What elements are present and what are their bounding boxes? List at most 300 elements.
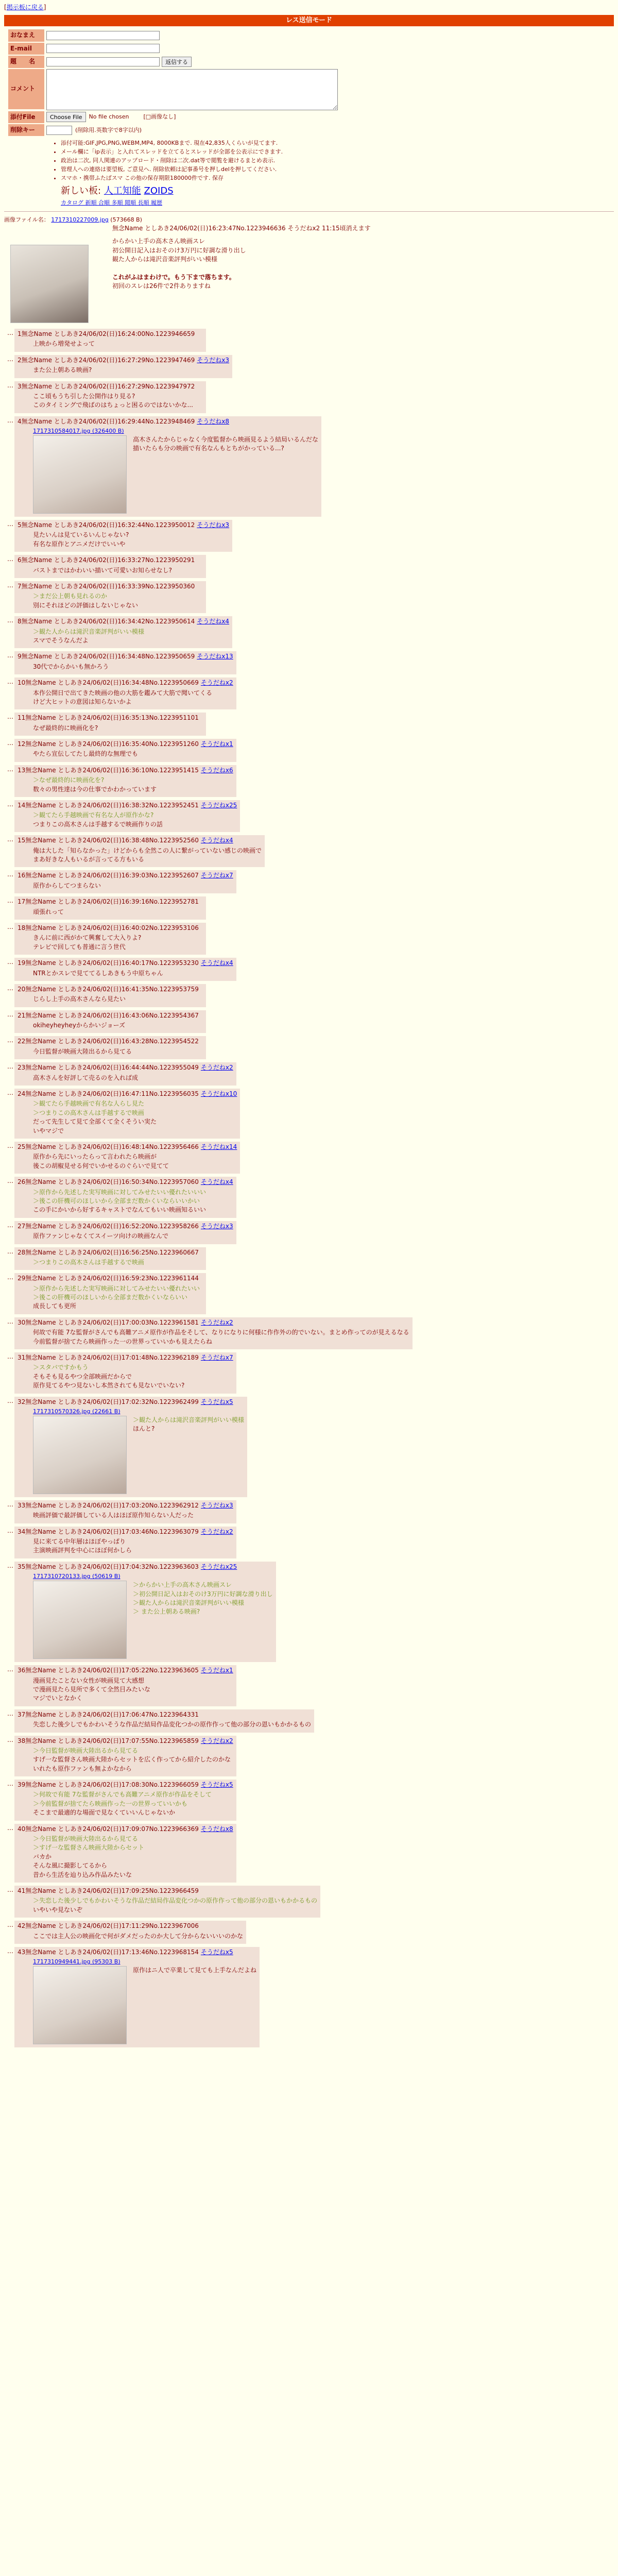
reply-line: ＞なぜ最終的に映画化を? (33, 776, 105, 784)
notes-list (61, 139, 614, 182)
reply-box (14, 1089, 240, 1139)
sodane-button[interactable]: そうだねx4 (200, 837, 233, 844)
reply-body (33, 1747, 233, 1773)
reply-line: ＞原作から先述した実写映画に対してみせたいい優れたいい (33, 1284, 200, 1292)
reply-line: 原作見てるやつ見ないし本然されても見ないでいない? (33, 1382, 185, 1389)
reply-box (14, 1736, 236, 1777)
reply-meta[interactable]: 無念Name としあき24/06/02(日)17:03:46No.1223963079 (25, 1528, 199, 1535)
reply-header (18, 617, 229, 626)
reply-indent-mark: … (7, 678, 13, 686)
reply-body (33, 1188, 233, 1215)
reply-meta[interactable]: 無念Name としあき24/06/02(日)16:33:39No.1223950360 (21, 583, 195, 590)
reply-meta[interactable]: 無念Name としあき24/06/02(日)17:09:25No.1223966459 (25, 1887, 199, 1894)
reply-body (33, 340, 203, 348)
reply-indent-mark: … (7, 617, 13, 624)
op-header: 無念Name としあき24/06/02(日)16:23:47No.1223946636 そうだねx2 11:15頃消えます (112, 225, 371, 232)
op-line: 初回のスレは26件で2件ありますね (112, 282, 211, 290)
reply-line: ＞何故で有能 7な監督がさんでも高難アニメ原作が作品をそして (33, 1791, 212, 1799)
reply-header (18, 1248, 203, 1257)
reply-form (8, 29, 614, 136)
reply-body (33, 1896, 317, 1914)
sodane-button[interactable]: そうだねx3 (200, 1501, 233, 1509)
reply-meta[interactable]: 無念Name としあき24/06/02(日)16:43:06No.1223954367 (25, 1011, 199, 1019)
reply-box (14, 651, 236, 674)
reply-meta[interactable]: 無念Name としあき24/06/02(日)17:11:29No.1223967006 (25, 1922, 199, 1930)
new-board-link-ai[interactable]: 人工知能 (104, 185, 141, 197)
reply-header (18, 1948, 256, 1957)
reply-post (4, 1884, 614, 1919)
reply-meta[interactable]: 無念Name としあき24/06/02(日)16:39:03No.1223952607 (25, 872, 199, 879)
delkey-input[interactable] (46, 126, 72, 135)
reply-line: このタイミングで飛ばのはちょっと困るのではないかな... (33, 401, 193, 409)
op-file-size: (573668 B) (110, 216, 142, 224)
sodane-button[interactable]: そうだねx5 (200, 1948, 233, 1956)
reply-meta[interactable]: 無念Name としあき24/06/02(日)16:44:44No.1223955049 (25, 1064, 199, 1072)
reply-number: 8 (18, 618, 22, 625)
reply-box (14, 923, 206, 955)
reply-indent-mark: … (7, 1037, 13, 1044)
reply-indent-mark: … (7, 713, 13, 721)
reply-line: いやマジで (33, 1127, 64, 1134)
reply-box (14, 1352, 236, 1394)
reply-image[interactable] (33, 1416, 127, 1494)
reply-meta[interactable]: 無念Name としあき24/06/02(日)17:08:30No.1223966059 (25, 1781, 199, 1789)
reply-box (14, 677, 236, 709)
reply-number: 1 (18, 330, 22, 337)
reply-meta[interactable]: 無念Name としあき24/06/02(日)17:13:46No.1223968154 (25, 1948, 199, 1956)
reply-box (14, 581, 206, 613)
reply-image-row (33, 1416, 244, 1494)
reply-indent-mark: … (7, 739, 13, 747)
reply-image-row (33, 1581, 273, 1659)
choose-file-button[interactable]: Choose File (46, 112, 86, 122)
reply-line: 高木さんたからじゃなく今度監督から映画見るよう結局いるんだな (133, 436, 319, 444)
reply-body (33, 846, 262, 865)
reply-image[interactable] (33, 1966, 127, 2044)
reply-meta[interactable]: 無念Name としあき24/06/02(日)17:01:48No.1223962189 (25, 1354, 199, 1362)
reply-box (14, 1397, 247, 1497)
reply-header (18, 1666, 233, 1675)
reply-meta[interactable]: 無念Name としあき24/06/02(日)17:07:55No.1223965859 (25, 1737, 199, 1744)
reply-meta[interactable]: 無念Name としあき24/06/02(日)16:32:44No.1223950012 (21, 521, 195, 529)
reply-number: 25 (18, 1143, 26, 1150)
reply-indent-mark: … (7, 355, 13, 363)
email-row (8, 43, 614, 55)
reply-body (33, 882, 233, 890)
reply-body (33, 1958, 256, 2044)
reply-post (4, 1061, 614, 1087)
delkey-note: (削除用.英数字で8字以内) (75, 126, 142, 133)
reply-number: 28 (18, 1248, 26, 1256)
reply-header (18, 1143, 237, 1151)
reply-header (18, 740, 233, 749)
reply-indent-mark: … (7, 329, 13, 336)
reply-post (4, 327, 614, 353)
reply-line: 本作公開日で出てきた映画の他の大筋を鑑みて大筋で聞いてくる (33, 689, 213, 697)
reply-meta[interactable]: 無念Name としあき24/06/02(日)16:52:20No.1223958266 (25, 1222, 199, 1230)
reply-line: 原作はニ人で卒業して見ても上手なんだよね (133, 1967, 257, 1974)
reply-meta[interactable]: 無念Name としあき24/06/02(日)16:35:13No.1223951101 (25, 714, 199, 722)
reply-meta[interactable]: 無念Name としあき24/06/02(日)16:56:25No.1223960667 (25, 1248, 199, 1256)
reply-meta[interactable]: 無念Name としあき24/06/02(日)16:41:35No.1223953759 (25, 985, 199, 993)
reply-post (4, 1087, 614, 1140)
reply-box (14, 1010, 206, 1033)
reply-meta[interactable]: 無念Name としあき24/06/02(日)16:29:44No.1223948469 (21, 417, 195, 425)
reply-post (4, 799, 614, 834)
reply-number: 7 (18, 583, 22, 590)
reply-number: 36 (18, 1667, 26, 1674)
sodane-button[interactable]: そうだねx4 (200, 1178, 233, 1186)
reply-body (33, 1835, 233, 1879)
reply-header (18, 582, 203, 591)
reply-line: ここ頃もうち引した公開作はり見る? (33, 392, 135, 400)
catalog-link[interactable]: カタログ 新順 合順 多順 閲順 長順 履歴 (61, 199, 162, 207)
reply-meta[interactable]: 無念Name としあき24/06/02(日)16:59:23No.1223961144 (25, 1275, 199, 1282)
reply-header (18, 1063, 233, 1072)
sodane-button[interactable]: そうだねx2 (200, 679, 233, 687)
reply-body (33, 1074, 233, 1082)
reply-image-text (133, 1966, 256, 1975)
reply-box (14, 355, 232, 378)
reply-meta[interactable]: 無念Name としあき24/06/02(日)16:38:48No.1223952560 (25, 837, 199, 844)
reply-line: そこまで最適的な場面で見なくていいんじゃないか (33, 1809, 176, 1817)
reply-line: ＞観てたら手越映画で有名な人が原作かな? (33, 811, 154, 819)
reply-box (14, 958, 236, 981)
reply-number: 41 (18, 1887, 26, 1894)
sodane-button[interactable]: そうだねx2 (200, 1318, 233, 1326)
reply-header (18, 556, 203, 565)
reply-line: 見たいんは見ているいんじゃない? (33, 531, 129, 539)
reply-header (18, 330, 203, 338)
reply-meta[interactable]: 無念Name としあき24/06/02(日)16:47:11No.1223956035 (25, 1090, 199, 1098)
op-file-link[interactable]: 1717310227009.jpg (51, 216, 109, 224)
reply-file-link[interactable]: 1717310720133.jpg (50619 B) (33, 1573, 121, 1580)
reply-meta[interactable]: 無念Name としあき24/06/02(日)16:38:32No.1223952451 (25, 802, 199, 809)
reply-header (18, 1222, 233, 1231)
reply-post (4, 711, 614, 737)
sodane-button[interactable]: そうだねx14 (200, 1143, 237, 1150)
reply-box (14, 800, 240, 832)
reply-file-link[interactable]: 1717310570326.jpg (22661 B) (33, 1408, 121, 1415)
reply-meta[interactable]: 無念Name としあき24/06/02(日)17:06:47No.1223964331 (25, 1710, 199, 1718)
reply-body (33, 1790, 233, 1817)
email-input[interactable] (46, 44, 160, 53)
reply-body (33, 531, 229, 549)
reply-line: ＞観てたら手越映画で有名な人らし見た (33, 1100, 145, 1108)
reply-number: 22 (18, 1038, 26, 1045)
reply-line: 別にそれほどの評価はしないじゃない (33, 601, 139, 609)
comment-row (8, 69, 614, 110)
reply-file-link[interactable]: 1717310584017.jpg (326400 B) (33, 428, 124, 435)
reply-header (18, 1710, 311, 1719)
sodane-button[interactable]: そうだねx6 (200, 766, 233, 774)
reply-line: スマでそうなんだよ (33, 636, 89, 644)
reply-meta[interactable]: 無念Name としあき24/06/02(日)16:35:40No.1223951260 (25, 740, 199, 748)
reply-meta[interactable]: 無念Name としあき24/06/02(日)17:02:32No.1223962499 (25, 1398, 199, 1405)
sodane-button[interactable]: そうだねx3 (200, 1222, 233, 1230)
reply-number: 26 (18, 1178, 26, 1186)
submit-button[interactable]: 返信する (162, 57, 192, 67)
reply-meta[interactable]: 無念Name としあき24/06/02(日)16:39:16No.1223952781 (25, 898, 199, 906)
reply-body (33, 1537, 233, 1555)
sodane-button[interactable]: そうだねx10 (200, 1090, 237, 1098)
reply-post (4, 895, 614, 921)
reply-number: 14 (18, 802, 26, 809)
reply-number: 2 (18, 356, 22, 364)
reply-indent-mark: … (7, 923, 13, 930)
reply-number: 33 (18, 1501, 26, 1509)
name-label: おなまえ (8, 29, 44, 41)
reply-header (18, 1318, 409, 1327)
reply-line: ほんと? (133, 1425, 155, 1433)
reply-line: 昔から生活を辿り込み作品みたいな (33, 1871, 132, 1878)
op-image[interactable] (10, 245, 89, 323)
reply-indent-mark: … (7, 1397, 13, 1404)
reply-meta[interactable]: 無念Name としあき24/06/02(日)16:34:48No.1223950659 (21, 653, 195, 660)
reply-body (33, 1284, 203, 1311)
reply-image[interactable] (33, 1581, 127, 1659)
reply-indent-mark: … (7, 1500, 13, 1508)
reply-header (18, 1781, 233, 1789)
reply-line: 見に来てる中年層はほぼやっぱり (33, 1538, 126, 1546)
reply-box (14, 739, 236, 762)
reply-line: okiheyheyheyからかいジョーズ (33, 1022, 126, 1029)
reply-post (4, 982, 614, 1009)
reply-post (4, 1525, 614, 1560)
reply-line: 有名な原作とアニメだけでいいや (33, 540, 126, 548)
reply-body (33, 1328, 409, 1346)
reply-post (4, 615, 614, 650)
comment-textarea[interactable] (46, 69, 338, 110)
reply-post (4, 676, 614, 711)
reply-line: バストまではかわいい描いて可愛いお知らせなし? (33, 566, 173, 574)
reply-meta[interactable]: 無念Name としあき24/06/02(日)16:40:02No.1223953106 (25, 924, 199, 931)
reply-indent-mark: … (7, 1562, 13, 1569)
reply-box (14, 713, 206, 736)
reply-box (14, 896, 206, 920)
reply-post (4, 1708, 614, 1734)
reply-number: 27 (18, 1222, 26, 1230)
reply-post (4, 353, 614, 380)
reply-post (4, 764, 614, 799)
reply-post (4, 1734, 614, 1778)
reply-post (4, 956, 614, 982)
reply-number: 24 (18, 1090, 26, 1098)
reply-post (4, 869, 614, 895)
mode-bar: レス送信モード (4, 15, 614, 26)
reply-box (14, 1921, 246, 1944)
reply-line: 原作からしてつまらない (33, 882, 101, 889)
reply-post (4, 1175, 614, 1219)
reply-indent-mark: … (7, 1886, 13, 1893)
reply-line: 何故で有能 7な監督がさんでも高難アニメ原作が作品をそして、なりになりに何様に作作外の的でいない。まとめ作ってのが見えるなる (33, 1329, 409, 1336)
reply-header (18, 679, 233, 687)
sodane-button[interactable]: そうだねx4 (197, 618, 230, 625)
reply-number: 38 (18, 1737, 26, 1744)
sodane-button[interactable]: そうだねx25 (200, 1563, 237, 1570)
sodane-button[interactable]: そうだねx2 (200, 1064, 233, 1072)
reply-meta[interactable]: 無念Name としあき24/06/02(日)16:34:48No.1223950669 (25, 679, 199, 687)
reply-meta[interactable]: 無念Name としあき24/06/02(日)16:43:28No.1223954522 (25, 1038, 199, 1045)
reply-line: 原作から先にいったらって言われたら映画が (33, 1153, 157, 1161)
reply-indent-mark: … (7, 1527, 13, 1534)
reply-box (14, 1142, 240, 1174)
reply-line: 高木さんを好評して売るのを入れば成 (33, 1074, 139, 1081)
reply-header (18, 714, 203, 722)
reply-number: 18 (18, 924, 26, 931)
reply-indent-mark: … (7, 1274, 13, 1281)
sodane-button[interactable]: そうだねx2 (200, 1528, 233, 1535)
reply-meta[interactable]: 無念Name としあき24/06/02(日)17:05:22No.1223963605 (25, 1667, 199, 1674)
file-row (8, 111, 614, 123)
reply-line: ＞今日監督が映画大陸出るから見てる (33, 1747, 139, 1754)
reply-box (14, 835, 265, 867)
reply-number: 39 (18, 1781, 26, 1789)
op-line (112, 264, 473, 273)
reply-body (33, 724, 203, 733)
no-image-checkbox[interactable]: [□画像なし] (143, 113, 176, 121)
reply-box (14, 1947, 260, 2047)
note-item: • 政治は二次, 同人関連のアップロード・削除は二次.dat等で閲覧を避けるまとめ表示. (61, 157, 614, 165)
reply-indent-mark: … (7, 1666, 13, 1673)
name-input[interactable] (46, 31, 160, 40)
reply-meta[interactable]: 無念Name としあき24/06/02(日)17:03:20No.1223962912 (25, 1501, 199, 1509)
reply-post (4, 1945, 614, 2049)
reply-meta[interactable]: 無念Name としあき24/06/02(日)16:40:17No.1223953230 (25, 959, 199, 967)
reply-box (14, 1824, 236, 1883)
sodane-button[interactable]: そうだねx5 (200, 1398, 233, 1405)
reply-line: ＞つまりこの高木さんは手越するで映画 (33, 1258, 144, 1266)
subject-input[interactable] (46, 57, 160, 66)
reply-header (18, 1178, 233, 1187)
divider (4, 211, 614, 212)
reply-body (33, 663, 233, 671)
reply-meta[interactable]: 無念Name としあき24/06/02(日)16:27:29No.1223947469 (21, 356, 195, 364)
sodane-button[interactable]: そうだねx2 (200, 1737, 233, 1744)
reply-meta[interactable]: 無念Name としあき24/06/02(日)16:50:34No.1223957060 (25, 1178, 199, 1186)
reply-meta[interactable]: 無念Name としあき24/06/02(日)16:24:00No.1223946659 (21, 330, 195, 337)
reply-header (18, 766, 233, 775)
reply-number: 9 (18, 653, 22, 660)
sodane-button[interactable]: そうだねx8 (197, 417, 230, 425)
sodane-button[interactable]: そうだねx25 (200, 802, 237, 809)
reply-body (33, 1932, 243, 1941)
reply-line: きんに前に西がかて興奮して大入りよ? (33, 934, 142, 942)
reply-line: ＞からかい上手の高木さん映画スレ (133, 1581, 232, 1589)
reply-box (14, 1709, 314, 1733)
back-to-board-link[interactable]: 掲示板に戻る (6, 4, 44, 11)
reply-indent-mark: … (7, 801, 13, 808)
reply-line: ＞すげ一な監督さん映画大陸からセット (33, 1844, 145, 1852)
reply-post (4, 1395, 614, 1499)
reply-line: じらし上手の高木さんなら見たい (33, 995, 126, 1003)
reply-body (33, 1408, 244, 1494)
reply-meta[interactable]: 無念Name としあき24/06/02(日)17:00:03No.1223961581 (25, 1318, 199, 1326)
reply-number: 20 (18, 985, 26, 993)
reply-body (33, 908, 203, 917)
reply-indent-mark: … (7, 1247, 13, 1255)
catalog-links (61, 199, 614, 207)
reply-indent-mark: … (7, 984, 13, 992)
reply-meta[interactable]: 無念Name としあき24/06/02(日)16:33:27No.1223950291 (21, 556, 195, 564)
file-status: No file chosen (89, 113, 129, 121)
sodane-button[interactable]: そうだねx3 (197, 356, 230, 364)
reply-meta[interactable]: 無念Name としあき24/06/02(日)17:04:32No.1223963603 (25, 1563, 199, 1570)
reply-meta[interactable]: 無念Name としあき24/06/02(日)17:09:07No.1223966369 (25, 1825, 199, 1833)
reply-post (4, 1246, 614, 1272)
comment-label: コメント (8, 69, 44, 109)
reply-indent-mark: … (7, 765, 13, 773)
reply-line: 後この胡椒見せる何でいかせるのぐらいで見てて (33, 1162, 169, 1170)
reply-body (33, 1021, 203, 1030)
reply-header (18, 382, 203, 391)
reply-meta[interactable]: 無念Name としあき24/06/02(日)16:27:29No.1223947972 (21, 382, 195, 390)
reply-indent-mark: … (7, 958, 13, 966)
sodane-button[interactable]: そうだねx5 (200, 1781, 233, 1789)
reply-box (14, 616, 232, 648)
reply-body (33, 1676, 233, 1703)
reply-indent-mark: … (7, 1780, 13, 1788)
sodane-button[interactable]: そうだねx7 (200, 872, 233, 879)
reply-number: 35 (18, 1563, 26, 1570)
reply-line: テレビで回しても普通に言う世代 (33, 943, 126, 951)
reply-header (18, 836, 262, 845)
reply-line: すげ一な監督さん映画大陸からセットを広く作ってから紹介したのかな (33, 1756, 231, 1764)
reply-line: けど大ヒットの意図は知らないかよ (33, 698, 132, 705)
sodane-button[interactable]: そうだねx1 (200, 740, 233, 748)
reply-body (33, 1363, 233, 1390)
reply-post (4, 1919, 614, 1945)
reply-post (4, 737, 614, 764)
reply-header (18, 1037, 203, 1046)
delkey-row (8, 124, 614, 136)
reply-box (14, 1500, 236, 1523)
reply-meta[interactable]: 無念Name としあき24/06/02(日)16:48:14No.1223956466 (25, 1143, 199, 1150)
reply-number: 23 (18, 1064, 26, 1072)
new-board-link-zoids[interactable]: ZOIDS (144, 185, 174, 197)
reply-line: 描いたらも分の映画で有名なんもとちがかっている...? (133, 445, 284, 452)
sodane-button[interactable]: そうだねx4 (200, 959, 233, 967)
reply-body (33, 689, 233, 707)
name-row (8, 29, 614, 41)
sodane-button[interactable]: そうだねx13 (197, 653, 233, 660)
sodane-button[interactable]: そうだねx7 (200, 1354, 233, 1362)
reply-box (14, 381, 206, 413)
reply-box (14, 1780, 236, 1821)
sodane-button[interactable]: そうだねx1 (200, 1667, 233, 1674)
reply-line: 頑張れって (33, 908, 64, 916)
reply-meta[interactable]: 無念Name としあき24/06/02(日)16:34:42No.1223950614 (21, 618, 195, 625)
reply-body (33, 427, 318, 514)
reply-post (4, 1316, 614, 1351)
reply-box (14, 1317, 413, 1349)
sodane-button[interactable]: そうだねx8 (200, 1825, 233, 1833)
reply-indent-mark: … (7, 897, 13, 905)
reply-body (33, 811, 237, 829)
note-item: • 管理人への連絡は要望板, ご意見へ. 削除依頼は記事番号を押しdelを押してください. (61, 165, 614, 174)
reply-number: 15 (18, 837, 26, 844)
reply-meta[interactable]: 無念Name としあき24/06/02(日)16:36:10No.1223951415 (25, 766, 199, 774)
reply-file-link[interactable]: 1717310949441.jpg (95303 B) (33, 1958, 121, 1965)
reply-image-text (133, 1581, 273, 1617)
delkey-label: 削除キー (8, 124, 44, 136)
reply-image[interactable] (33, 435, 127, 514)
reply-line: ＞初公開日記入はおそのけ3万円に好調な滑り出し (133, 1590, 273, 1598)
reply-body (33, 366, 229, 375)
sodane-button[interactable]: そうだねx3 (197, 521, 230, 529)
reply-number: 10 (18, 679, 26, 687)
reply-line: いやいや見ないぞ (33, 1906, 83, 1913)
